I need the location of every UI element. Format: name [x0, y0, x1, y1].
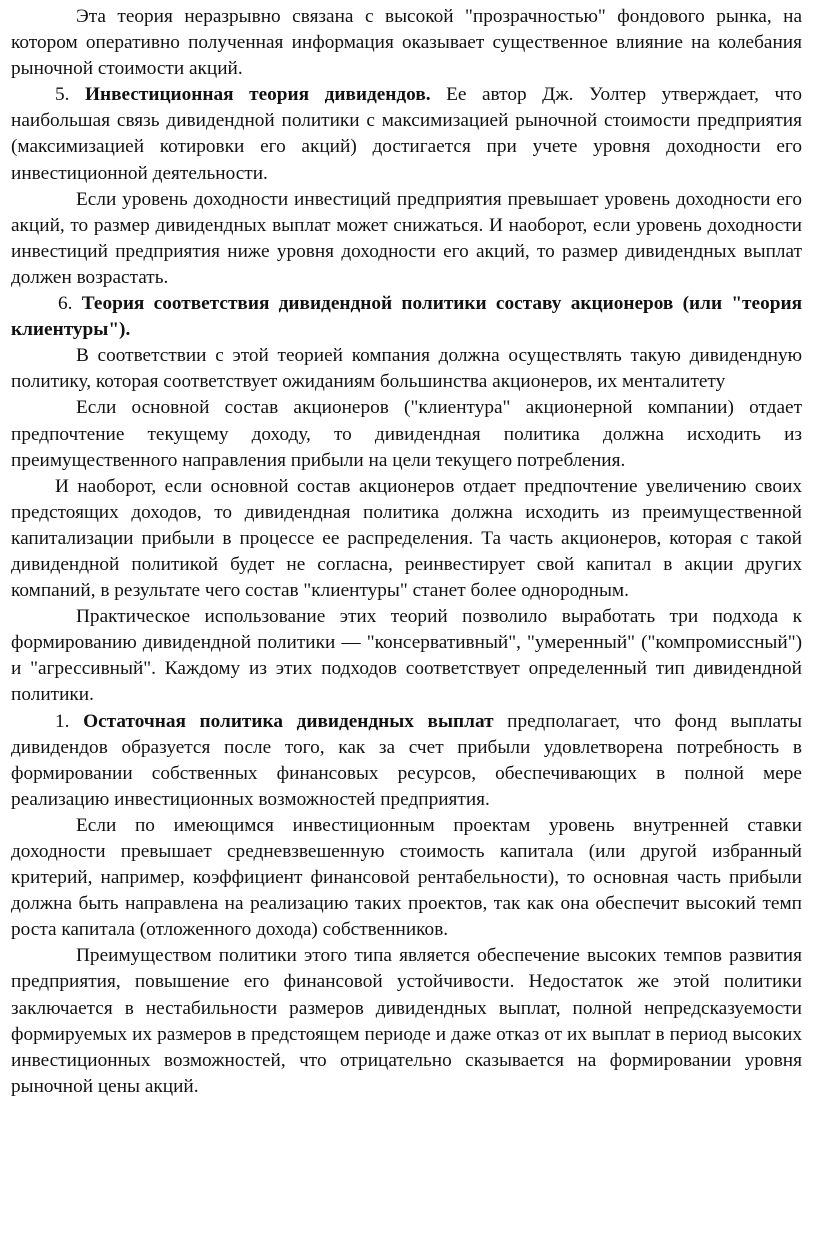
section-heading: Инвестиционная теория дивидендов.	[85, 84, 431, 106]
paragraph-advantages-drawbacks	[11, 943, 802, 1100]
paragraph-text: Если уровень доходности инвестиций предприятия превышает уровень доходности его акций, то размер дивидендных выплат может снижаться. И наоборот, если уровень доходности инвестиций предприятия ниже уровня доходности его акций, то размер дивидендных выплат должен возрастать.	[11, 188, 802, 288]
paragraph-internal-rate	[11, 813, 802, 943]
list-number: 1.	[55, 710, 84, 732]
paragraph-text: Если по имеющимся инвестиционным проектам уровень внутренней ставки доходности превышает средневзвешенную стоимость капитала (или другой избранный критерий, например, коэффициент финансовой рентабельности), то основная часть прибыли должна быть направлена на реализацию таких проектов, так как она обеспечит высокий темп роста капитала (отложенного дохода) собственников.	[11, 814, 802, 941]
section-heading: Теория соответствия дивидендной политики составу акционеров (или "теория клиентуры").	[11, 293, 802, 341]
paragraph-text: Практическое использование этих теорий позволило выработать три подхода к формированию дивидендной политики — "консервативный", "умеренный" ("компромиссный") и "агрессивный". Каждому из этих подходов соответствует определенный тип дивидендной политики.	[11, 606, 802, 706]
paragraph-text: Преимуществом политики этого типа является обеспечение высоких темпов развития предприятия, повышение его финансовой устойчивости. Недостаток же этой политики заключается в нестабильности размеров дивидендных выплат, полной непредсказуемости формируемых их размеров в предстоящем периоде и даже отказ от их выплат в период высоких инвестиционных возможностей, что отрицательно сказывается на формировании уровня рыночной цены акций.	[11, 945, 802, 1097]
paragraph-residual-policy	[11, 709, 802, 813]
paragraph-future-income	[11, 474, 802, 604]
paragraph-clientele-definition	[11, 343, 802, 395]
paragraph-clientele-theory-heading	[11, 291, 802, 343]
list-number: 6.	[58, 293, 82, 315]
paragraph-text: Ее автор Дж. Уолтер утверждает, что наибольшая связь дивидендной политики с максимизацией рыночной стоимости предприятия (максимизацией котировки его акций) достигается при учете уровня доходности его инвестиционной деятельности.	[11, 84, 802, 184]
paragraph-transparency-theory	[11, 4, 802, 82]
paragraph-text: И наоборот, если основной состав акционеров отдает предпочтение увеличению своих предстоящих доходов, то дивидендная политика должна исходить из преимущественной капитализации прибыли в процессе ее распределения. Та часть акционеров, которая с такой дивидендной политикой будет не согласна, реинвестирует свой капитал в акции других компаний, в результате чего состав "клиентуры" станет более однородным.	[11, 475, 802, 602]
paragraph-current-income	[11, 395, 802, 473]
section-heading: Остаточная политика дивидендных выплат	[83, 710, 494, 732]
paragraph-text: В соответствии с этой теорией компания должна осуществлять такую дивидендную политику, которая соответствует ожиданиям большинства акционеров, их менталитету	[11, 345, 802, 393]
list-number: 5.	[55, 84, 85, 106]
paragraph-three-approaches	[11, 604, 802, 708]
paragraph-investment-theory	[11, 82, 802, 186]
paragraph-text: Эта теория неразрывно связана с высокой "прозрачностью" фондового рынка, на котором оперативно полученная информация оказывает существенное влияние на колебания рыночной стоимости акций.	[11, 6, 802, 80]
paragraph-text: предполагает, что фонд выплаты дивидендов образуется после того, как за счет прибыли удовлетворена потребность в формировании собственных финансовых ресурсов, обеспечивающих в полной мере реализацию инвестиционных возможностей предприятия.	[11, 710, 802, 810]
paragraph-yield-comparison	[11, 187, 802, 291]
paragraph-text: Если основной состав акционеров ("клиентура" акционерной компании) отдает предпочтение текущему доходу, то дивидендная политика должна исходить из преимущественного направления прибыли на цели текущего потребления.	[11, 397, 802, 471]
